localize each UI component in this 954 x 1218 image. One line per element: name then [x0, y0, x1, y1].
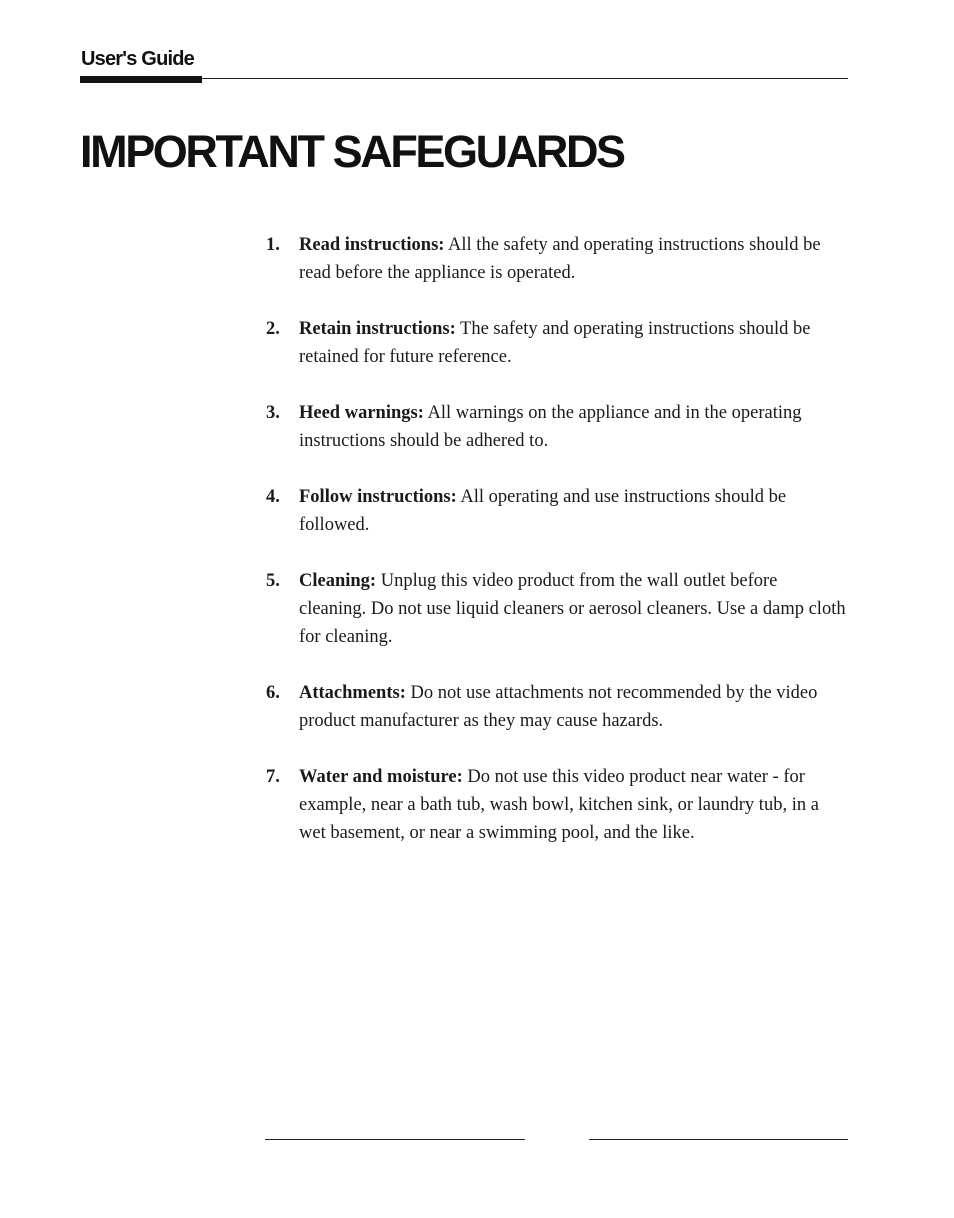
item-text: Do not use attachments not recommended by the video product manufacturer as they may cause hazards. — [299, 683, 818, 731]
item-text: The safety and operating instructions should be retained for future reference. — [299, 319, 811, 367]
item-term: Retain instructions: — [299, 319, 456, 339]
safeguard-item — [266, 763, 848, 847]
item-number: 5. — [266, 571, 280, 591]
page-title: IMPORTANT SAFEGUARDS — [80, 126, 624, 177]
item-text: All warnings on the appliance and in the operating instructions should be adhered to. — [299, 403, 802, 451]
item-text: All operating and use instructions should be followed. — [299, 487, 787, 535]
item-term: Attachments: — [299, 683, 406, 703]
item-text: Unplug this video product from the wall outlet before cleaning. Do not use liquid cleaners or aerosol cleaners. Use a damp cloth for cleaning. — [299, 571, 846, 647]
safeguard-list — [266, 231, 848, 875]
header-rule-accent — [80, 76, 202, 83]
safeguard-item — [266, 483, 848, 539]
safeguard-item — [266, 399, 848, 455]
item-number: 1. — [266, 235, 280, 255]
footer-rule-left — [265, 1139, 525, 1140]
item-text: All the safety and operating instructions should be read before the appliance is operated. — [299, 235, 821, 283]
safeguard-item — [266, 567, 848, 651]
item-text: Do not use this video product near water - for example, near a bath tub, wash bowl, kitchen sink, or laundry tub, in a wet basement, or near a swimming pool, and the like. — [299, 767, 819, 843]
safeguard-item — [266, 679, 848, 735]
item-term: Heed warnings: — [299, 403, 424, 423]
item-number: 6. — [266, 683, 280, 703]
header-label: User's Guide — [81, 48, 194, 70]
item-number: 7. — [266, 767, 280, 787]
item-number: 3. — [266, 403, 280, 423]
item-number: 2. — [266, 319, 280, 339]
safeguard-item — [266, 231, 848, 287]
item-number: 4. — [266, 487, 280, 507]
safeguard-item — [266, 315, 848, 371]
item-term: Cleaning: — [299, 571, 377, 591]
item-term: Follow instructions: — [299, 487, 457, 507]
footer-rule-right — [589, 1139, 848, 1140]
item-term: Water and moisture: — [299, 767, 463, 787]
item-term: Read instructions: — [299, 235, 445, 255]
